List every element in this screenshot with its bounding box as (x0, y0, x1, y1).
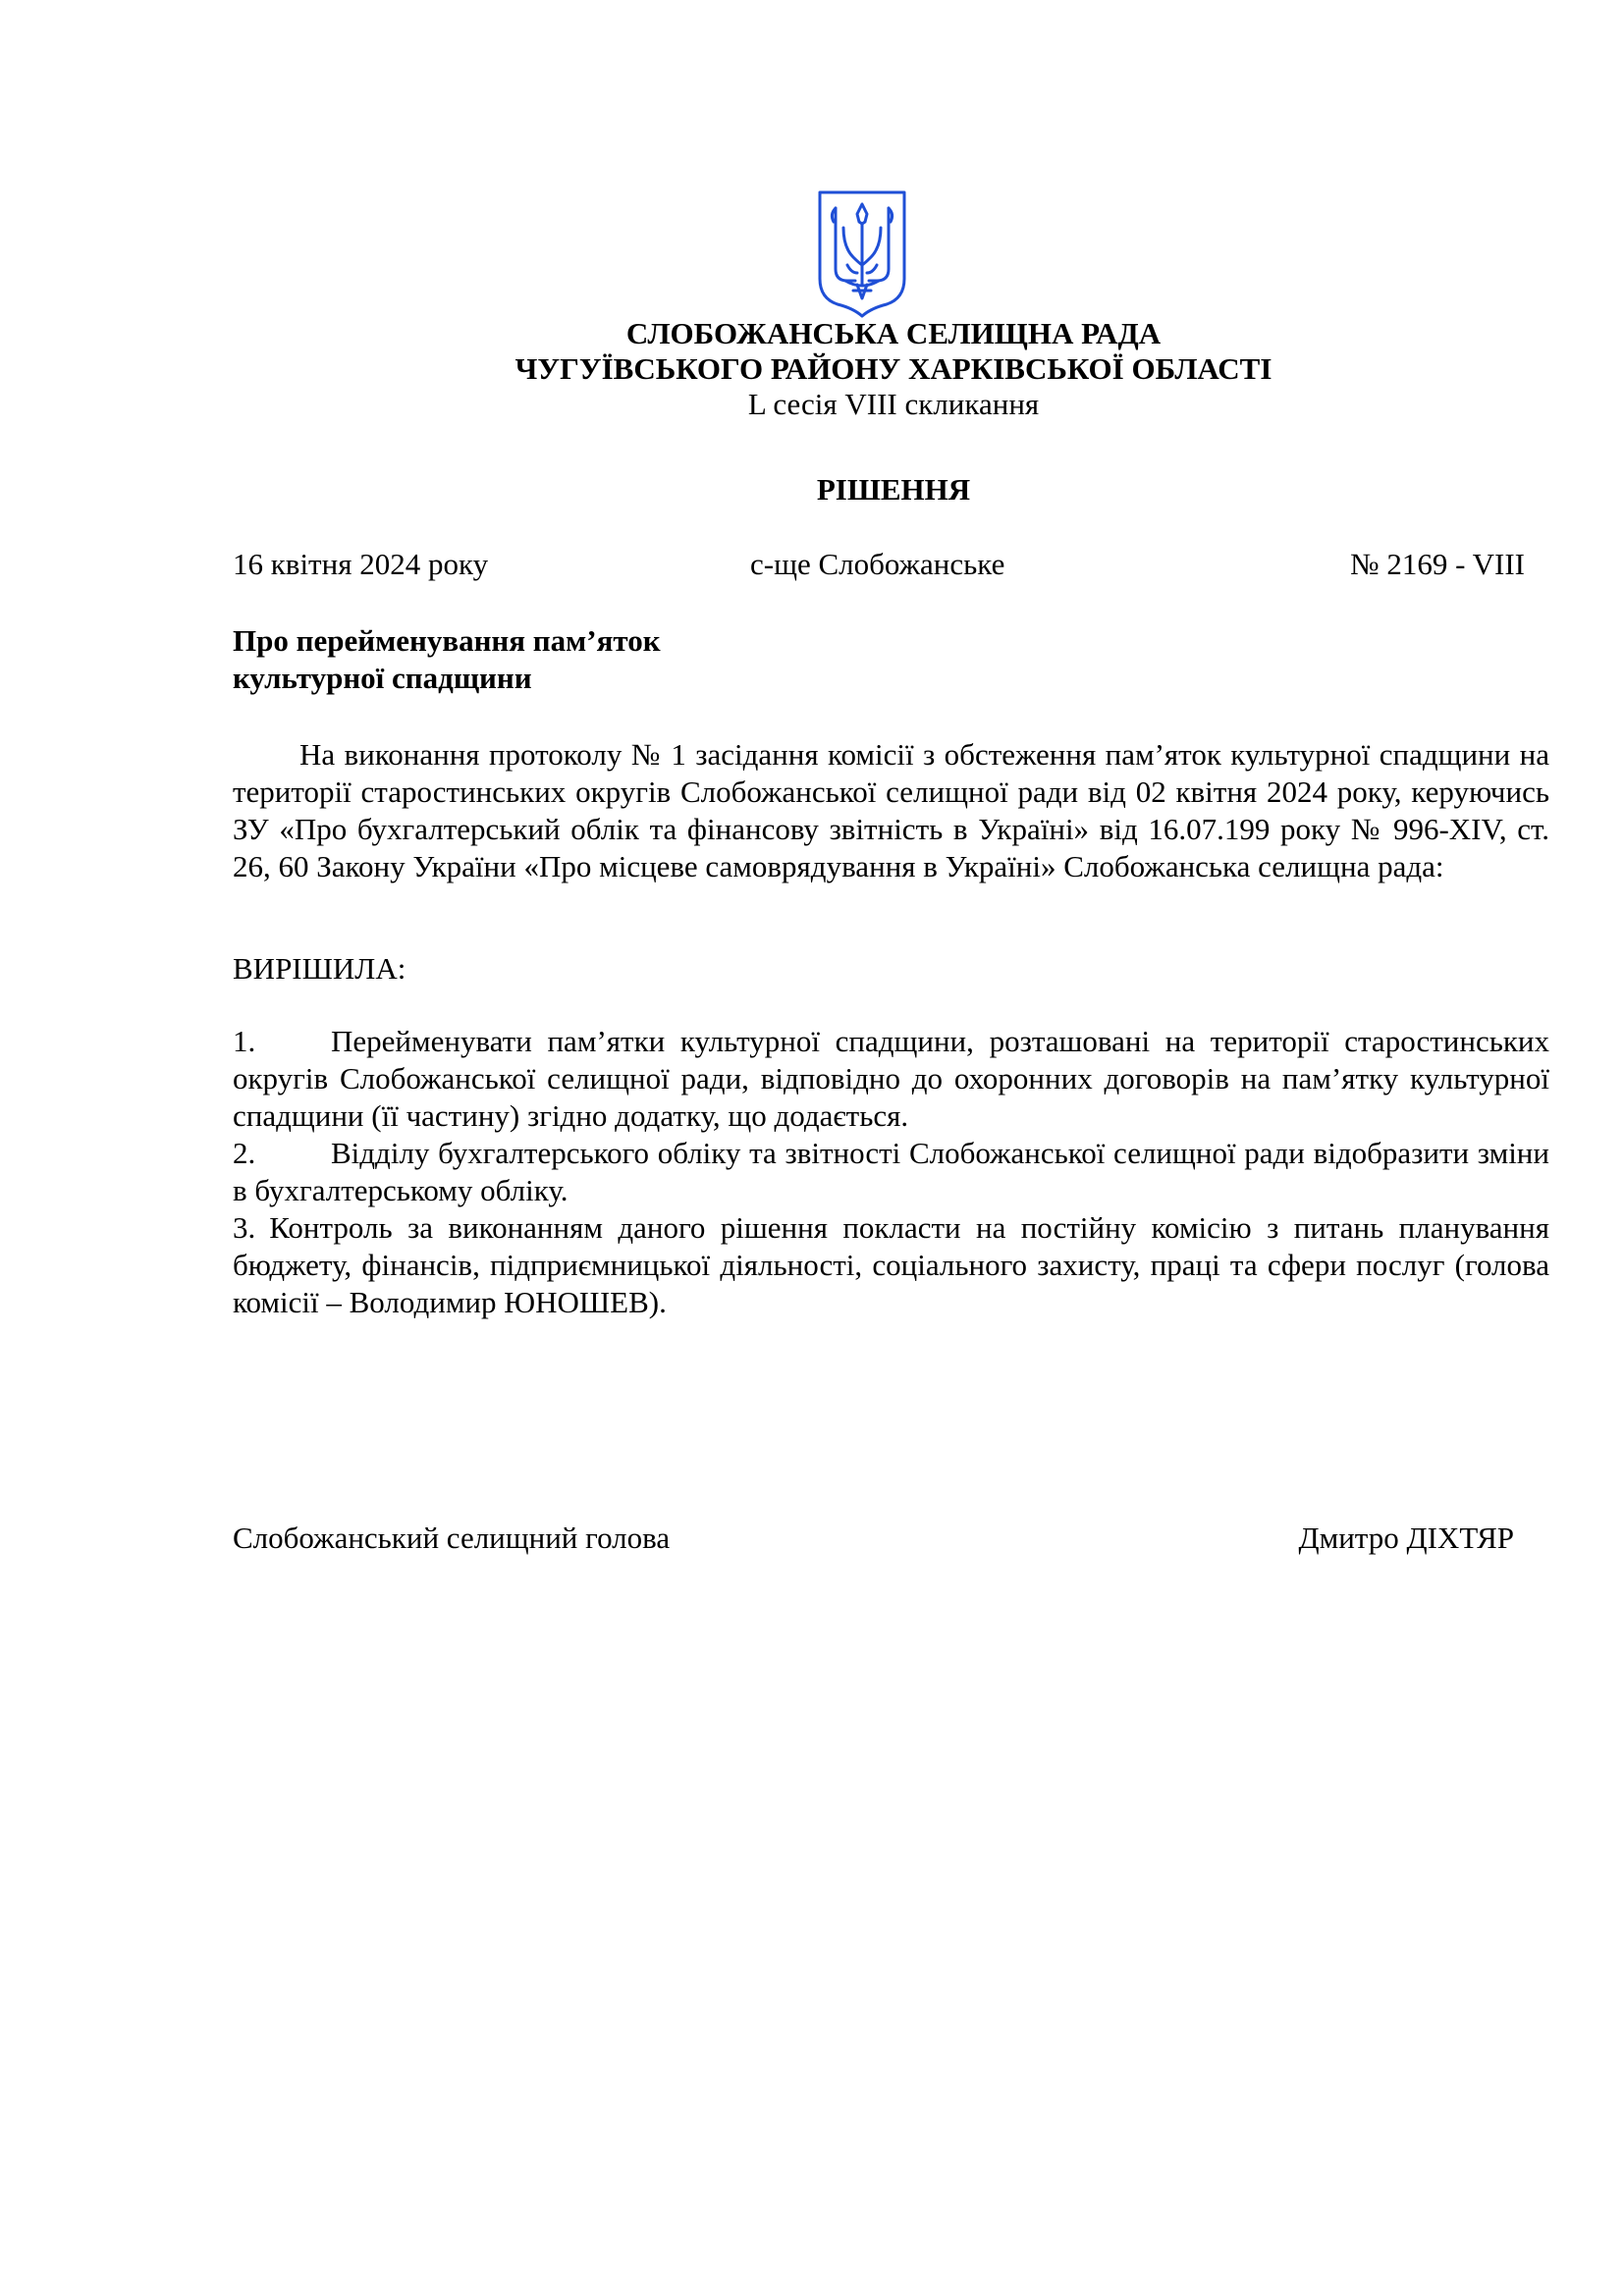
district-name: ЧУГУЇВСЬКОГО РАЙОНУ ХАРКІВСЬКОЇ ОБЛАСТІ (514, 351, 1272, 386)
signatory-title: Слобожанський селищний голова (233, 1521, 671, 1555)
ukraine-coat-of-arms-icon (816, 188, 908, 318)
decision-item-3 (233, 1209, 1549, 1321)
decision-item-1 (233, 1023, 1549, 1135)
document-header (0, 316, 1624, 422)
document-number: № 2169 - VIII (1350, 547, 1525, 581)
decision-item-2 (233, 1135, 1549, 1209)
resolved-heading: ВИРІШИЛА: (233, 951, 406, 986)
decision-items (233, 1023, 1549, 1321)
item-text: Відділу бухгалтерського обліку та звітності Слобожанської селищної ради відобразити зміни в бухгалтерському обліку. (233, 1136, 1549, 1207)
document-place: с-ще Слобожанське (750, 547, 1005, 581)
item-text: Перейменувати пам’ятки культурної спадщини, розташовані на території старостинських округів Слобожанської селищної ради, відповідно до охоронних договорів на пам’ятку культурної спадщини (її частину) згідно додатку, що додається. (233, 1024, 1549, 1133)
signature-row (233, 1521, 1514, 1560)
signatory-name: Дмитро ДІХТЯР (1298, 1521, 1514, 1555)
subject-line-1: Про перейменування пам’яток (233, 623, 661, 658)
intro-paragraph: На виконання протоколу № 1 засідання комісії з обстеження пам’яток культурної спадщини на території старостинських округів Слобожанської селищної ради від 02 квітня 2024 року, керуючись ЗУ «Про бухгалтерський облік та фінансову звітність в Україні» від 16.07.199 року № 996-XIV, ст. 26, 60 Закону України «Про місцеве самоврядування в Україні» Слобожанська селищна рада: (233, 737, 1549, 883)
item-number: 3. (233, 1210, 256, 1245)
document-date: 16 квітня 2024 року (233, 547, 489, 581)
item-number: 2. (233, 1136, 256, 1170)
item-number: 1. (233, 1024, 256, 1058)
item-text: Контроль за виконанням даного рішення покласти на постійну комісію з питань планування бюджету, фінансів, підприємницької діяльності, соціального захисту, праці та сфери послуг (голова комісії – Володимир ЮНОШЕВ). (233, 1210, 1549, 1319)
document-meta-row (233, 547, 1525, 586)
subject-line-2: культурної спадщини (233, 661, 532, 695)
document-type-title: РІШЕННЯ (816, 472, 971, 507)
document-subject (233, 622, 661, 697)
council-name: СЛОБОЖАНСЬКА СЕЛИЩНА РАДА (625, 316, 1162, 350)
session-line: L сесія VIII скликання (747, 387, 1040, 421)
